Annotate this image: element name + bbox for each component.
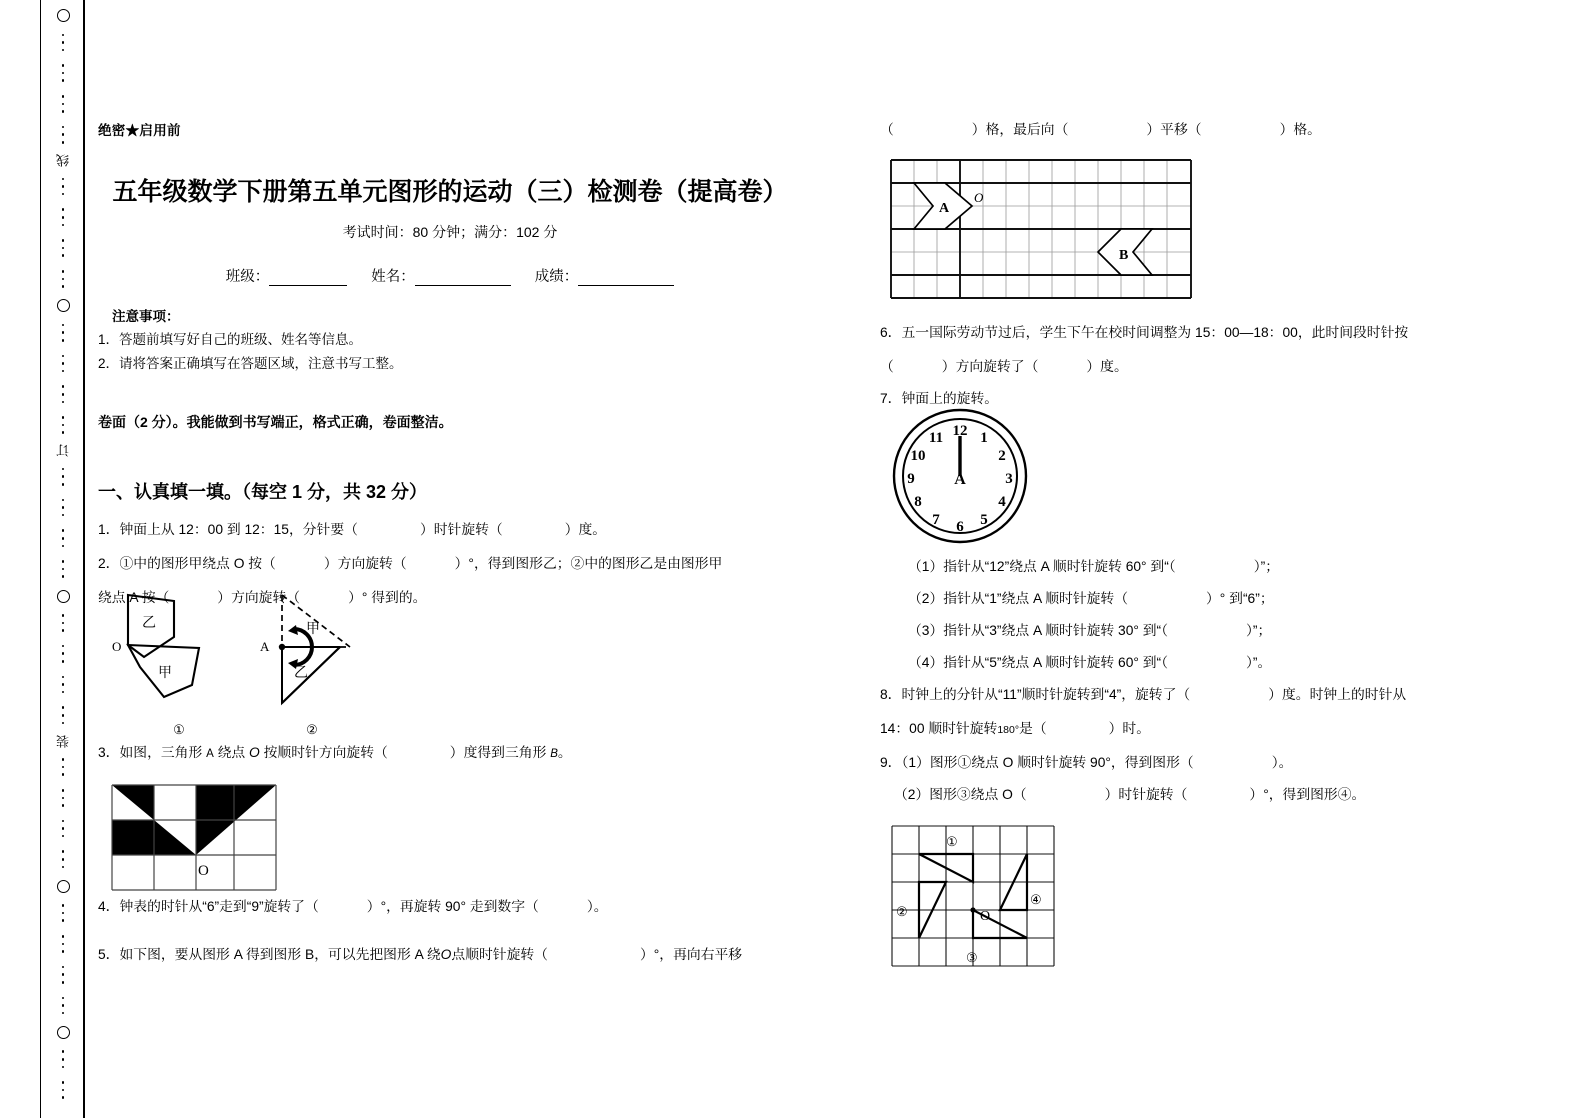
q2-text-d: 绕点 A 按（ bbox=[98, 590, 170, 605]
q4-text-b: ）°，再旋转 90° 走到数字（ bbox=[366, 899, 539, 914]
q5-figure-grid bbox=[885, 152, 1197, 300]
student-info-row bbox=[95, 265, 805, 286]
q3-text-e: 。 bbox=[557, 745, 572, 760]
q2-figure-1-label-jia: 甲 bbox=[158, 664, 172, 680]
question-1 bbox=[98, 519, 798, 540]
q5c-text-d: ）格。 bbox=[1279, 122, 1321, 137]
dotted-line-icon bbox=[62, 527, 65, 550]
page-title: 五年级数学下册第五单元图形的运动（三）检测卷（提高卷） bbox=[112, 178, 788, 206]
dotted-line-icon bbox=[62, 848, 65, 871]
question-9-line-2 bbox=[894, 784, 1518, 805]
q5-text-c: ）°，再向右平移 bbox=[639, 947, 743, 962]
q2-text-a: ①中的图形甲绕点 O 按（ bbox=[119, 556, 276, 571]
q4-number: 4． bbox=[98, 899, 120, 914]
circle-marker-icon bbox=[57, 9, 70, 22]
q6-number: 6． bbox=[880, 325, 902, 340]
q5-label-o: O bbox=[440, 947, 452, 962]
q2-figure-1-label-yi: 乙 bbox=[142, 614, 156, 630]
q8-text-b: ）度。时钟上的时针从 bbox=[1268, 687, 1407, 702]
clock-num-10: 10 bbox=[910, 448, 926, 464]
clock-num-7: 7 bbox=[932, 512, 940, 528]
question-5-continuation bbox=[880, 119, 1515, 140]
dotted-line-icon bbox=[62, 933, 65, 956]
q6-text-a: 五一国际劳动节过后，学生下午在校时间调整为 15：00—18：00，此时间段时针按 bbox=[901, 325, 1409, 340]
q6-text-d: ）度。 bbox=[1086, 359, 1128, 374]
dotted-line-icon bbox=[62, 756, 65, 779]
question-6-line-1 bbox=[880, 322, 1515, 343]
q2-figure-2-label-yi: 乙 bbox=[294, 664, 308, 680]
q2-text-f: ）° 得到的。 bbox=[348, 590, 427, 605]
q4-text-a: 钟表的时针从“6”走到“9”旋转了（ bbox=[119, 899, 319, 914]
question-9-line-1 bbox=[880, 752, 1518, 773]
dotted-line-icon bbox=[62, 383, 65, 406]
q5-text-b: 点顺时针旋转（ bbox=[451, 947, 548, 962]
exam-subtitle: 考试时间：80 分钟；满分：102 分 bbox=[342, 224, 558, 240]
dotted-line-icon bbox=[62, 902, 65, 925]
q3-text-a: 如图，三角形 bbox=[119, 745, 207, 760]
dotted-line-icon bbox=[62, 1079, 65, 1102]
dotted-line-icon bbox=[62, 642, 65, 665]
question-7-item-4 bbox=[908, 652, 1508, 673]
q7i3-tail: ）”； bbox=[1246, 623, 1272, 638]
q7i1-text: （1）指针从“12”绕点 A 顺时针旋转 60° 到“（ bbox=[908, 559, 1176, 574]
circle-marker-icon bbox=[57, 1026, 70, 1039]
q2-figure-1 bbox=[104, 585, 254, 738]
dotted-line-icon bbox=[62, 62, 65, 85]
q1-text-b: ）时针旋转（ bbox=[419, 522, 503, 537]
q9-text-a: （1）图形①绕点 O 顺时针旋转 90°，得到图形（ bbox=[901, 755, 1194, 770]
q9-number: 9． bbox=[880, 755, 902, 770]
score-field-label: 成绩： bbox=[534, 269, 579, 285]
q8-number: 8． bbox=[880, 687, 902, 702]
q8-text-c: 14：00 顺时针旋转 bbox=[880, 721, 998, 736]
q5-text-a: 如下图，要从图形 A 得到图形 B，可以先把图形 A 绕 bbox=[119, 947, 441, 962]
q9-label-3: ③ bbox=[966, 950, 978, 965]
dotted-line-icon bbox=[62, 994, 65, 1017]
dotted-line-icon bbox=[62, 558, 65, 581]
q2-figure-1-shapes bbox=[104, 585, 254, 720]
question-8-line-2 bbox=[880, 718, 1518, 739]
notice-item-1: 1．答题前填写好自己的班级、姓名等信息。 bbox=[98, 332, 363, 347]
q9-text-d: ）时针旋转（ bbox=[1104, 787, 1188, 802]
q9-label-4: ④ bbox=[1030, 892, 1042, 907]
q9-text-e: ）°，得到图形④。 bbox=[1249, 787, 1366, 802]
circle-marker-icon bbox=[57, 880, 70, 893]
clock-num-1: 1 bbox=[980, 430, 988, 446]
q2-figure-2-caption: ② bbox=[306, 722, 318, 737]
q7-clock-figure bbox=[890, 406, 1030, 546]
q2-figure-2 bbox=[252, 585, 372, 738]
q7i2-tail: ）° 到“6”； bbox=[1206, 591, 1274, 606]
clock-num-9: 9 bbox=[907, 471, 915, 487]
name-field-label: 姓名： bbox=[371, 269, 415, 285]
section-heading-fill-in: 一、认真填一填。（每空 1 分，共 32 分） bbox=[98, 482, 428, 502]
q9-grid-point-o: O bbox=[980, 909, 991, 924]
clock-face-icon bbox=[890, 406, 1030, 546]
page-border-inner bbox=[83, 0, 85, 1118]
class-field-blank[interactable] bbox=[269, 271, 347, 286]
q3-label-o: O bbox=[249, 745, 260, 760]
dotted-line-icon bbox=[62, 612, 65, 635]
binding-margin bbox=[48, 4, 78, 1114]
question-6-line-2 bbox=[880, 356, 1515, 377]
q2-figure-2-shapes bbox=[252, 585, 372, 720]
binding-char-zhuang: 装 bbox=[55, 734, 71, 748]
q2-text-c: ）°，得到图形乙；②中的图形乙是由图形甲 bbox=[454, 556, 723, 571]
secret-label: 绝密★启用前 bbox=[98, 123, 181, 138]
q3-label-b: B bbox=[550, 748, 558, 760]
q4-text-c: ）。 bbox=[586, 899, 608, 914]
dotted-line-icon bbox=[62, 673, 65, 696]
q2-text-b: ）方向旋转（ bbox=[323, 556, 407, 571]
q5-grid-point-o: O bbox=[974, 190, 984, 205]
q8-text-e: ）时。 bbox=[1108, 721, 1151, 736]
dotted-line-icon bbox=[62, 123, 65, 146]
circle-marker-icon bbox=[57, 590, 70, 603]
dotted-line-icon bbox=[62, 963, 65, 986]
question-3 bbox=[98, 742, 798, 764]
question-7-item-3 bbox=[908, 620, 1508, 641]
q2-text-e: ）方向旋转（ bbox=[217, 590, 301, 605]
question-7-item-2 bbox=[908, 588, 1508, 609]
dotted-line-icon bbox=[62, 465, 65, 488]
clock-num-5: 5 bbox=[980, 512, 988, 528]
q1-text-a: 钟面上从 12：00 到 12：15，分针要（ bbox=[119, 522, 358, 537]
dotted-line-icon bbox=[62, 31, 65, 54]
dotted-line-icon bbox=[62, 496, 65, 519]
q3-label-a: A bbox=[206, 748, 214, 760]
circle-marker-icon bbox=[57, 299, 70, 312]
notice-heading: 注意事项： bbox=[112, 309, 180, 324]
presentation-note: 卷面（2 分）。我能做到书写端正，格式正确，卷面整洁。 bbox=[98, 414, 453, 430]
q9-text-c: （2）图形③绕点 O（ bbox=[894, 787, 1027, 802]
dotted-line-icon bbox=[62, 237, 65, 260]
dotted-line-icon bbox=[62, 321, 65, 344]
question-7-item-1 bbox=[908, 556, 1508, 577]
q2-figure-1-caption: ① bbox=[173, 722, 185, 737]
binding-char-line: 线 bbox=[55, 154, 71, 168]
q3-text-d: ）度得到三角形 bbox=[449, 745, 551, 760]
q8-text-d: 是（ bbox=[1019, 721, 1047, 736]
question-8-line-1 bbox=[880, 684, 1518, 705]
q2-number: 2． bbox=[98, 556, 120, 571]
q3-number: 3． bbox=[98, 745, 120, 760]
q9-grid-shapes bbox=[884, 812, 1062, 970]
q2-figure-1-point-o: O bbox=[112, 639, 122, 654]
dotted-line-icon bbox=[62, 1048, 65, 1071]
notice-item-2: 2．请将答案正确填写在答题区域，注意书写工整。 bbox=[98, 356, 403, 371]
q6-text-c: ）方向旋转了（ bbox=[941, 359, 1039, 374]
q2-figure-2-label-jia: 甲 bbox=[306, 620, 320, 636]
dotted-line-icon bbox=[62, 704, 65, 727]
class-field-label: 班级： bbox=[225, 269, 270, 285]
q7i3-text: （3）指针从“3”绕点 A 顺时针旋转 30° 到“（ bbox=[908, 623, 1169, 638]
q9-text-b: ）。 bbox=[1271, 755, 1293, 770]
dotted-line-icon bbox=[62, 786, 65, 809]
q5-grid-label-a: A bbox=[939, 201, 950, 216]
score-field-blank[interactable] bbox=[578, 271, 674, 286]
clock-num-2: 2 bbox=[998, 448, 1006, 464]
dotted-line-icon bbox=[62, 93, 65, 116]
q7i1-tail: ）”； bbox=[1253, 559, 1279, 574]
q1-number: 1． bbox=[98, 522, 120, 537]
question-5-line-1 bbox=[98, 944, 803, 965]
clock-num-3: 3 bbox=[1005, 471, 1013, 487]
dotted-line-icon bbox=[62, 817, 65, 840]
dotted-line-icon bbox=[62, 267, 65, 290]
clock-num-8: 8 bbox=[914, 494, 922, 510]
dotted-line-icon bbox=[62, 206, 65, 229]
q7i4-text: （4）指针从“5”绕点 A 顺时针旋转 60° 到“（ bbox=[908, 655, 1169, 670]
clock-num-12: 12 bbox=[952, 423, 968, 439]
q5-grid-shapes bbox=[885, 152, 1197, 300]
question-2-line-1 bbox=[98, 553, 803, 574]
clock-num-6: 6 bbox=[956, 519, 964, 535]
q7-number: 7． bbox=[880, 391, 902, 406]
q9-label-1: ① bbox=[946, 834, 958, 849]
clock-num-4: 4 bbox=[998, 494, 1006, 510]
q8-text-a: 时钟上的分针从“11”顺时针旋转到“4”，旋转了（ bbox=[901, 687, 1191, 702]
q5c-text-c: ）平移（ bbox=[1146, 122, 1202, 137]
page-border-left bbox=[40, 0, 41, 1118]
q5-grid-label-b: B bbox=[1119, 248, 1129, 263]
q1-text-c: ）度。 bbox=[564, 522, 607, 537]
q3-figure-grid bbox=[110, 783, 278, 895]
name-field-blank[interactable] bbox=[415, 271, 511, 286]
q5-number: 5． bbox=[98, 947, 120, 962]
q5c-text-a: （ bbox=[880, 122, 894, 137]
question-4 bbox=[98, 896, 798, 917]
dotted-line-icon bbox=[62, 352, 65, 375]
binding-char-ding: 订 bbox=[55, 444, 71, 458]
q8-rotation-value: 180° bbox=[997, 724, 1020, 736]
q3-grid-point-o: O bbox=[198, 863, 209, 879]
q7i2-text: （2）指针从“1”绕点 A 顺时针旋转（ bbox=[908, 591, 1129, 606]
dotted-line-icon bbox=[62, 414, 65, 437]
q3-grid-shapes bbox=[110, 783, 278, 895]
q2-figure-2-point-a: A bbox=[260, 639, 270, 654]
q9-label-2: ② bbox=[896, 904, 908, 919]
q7i4-tail: ）”。 bbox=[1246, 655, 1272, 670]
q6-text-b: （ bbox=[880, 359, 894, 374]
q9-figure-grid bbox=[884, 812, 1062, 970]
q7-title: 钟面上的旋转。 bbox=[901, 391, 999, 406]
dotted-line-icon bbox=[62, 175, 65, 198]
q5c-text-b: ）格，最后向（ bbox=[971, 122, 1069, 137]
clock-num-11: 11 bbox=[928, 430, 944, 446]
q3-text-b: 绕点 bbox=[213, 745, 250, 760]
q3-text-c: 按顺时针方向旋转（ bbox=[259, 745, 388, 760]
clock-center-label-a: A bbox=[954, 471, 966, 488]
